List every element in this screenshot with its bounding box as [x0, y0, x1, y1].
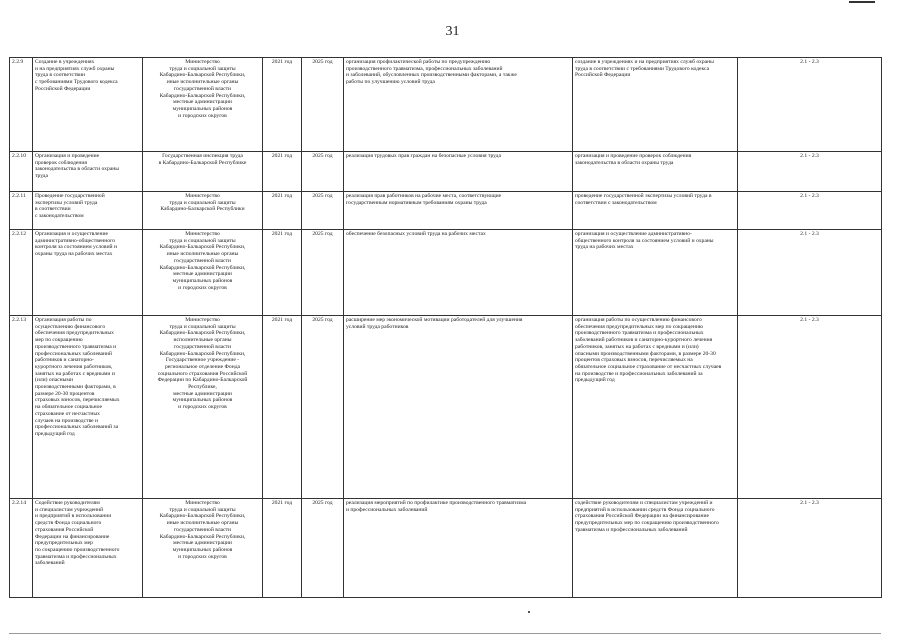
- row-number: 2.2.12: [10, 230, 33, 316]
- start-year: 2021 год: [263, 499, 302, 598]
- indicator-link: 2.1 - 2.3: [738, 230, 882, 316]
- end-year: 2025 год: [302, 192, 344, 230]
- row-number: 2.2.11: [10, 192, 33, 230]
- scan-dot: [528, 611, 530, 613]
- indicator-link: 2.1 - 2.3: [738, 58, 882, 152]
- expected-result: расширение мер экономической мотивации работодателей для улучшения условий труда работников: [344, 316, 573, 499]
- table-row: [10, 230, 882, 316]
- measures-table: [9, 57, 882, 598]
- expected-result: реализация прав работников на рабочие места, соответствующие государственным нормативным требованиям охраны труда: [344, 192, 573, 230]
- measure-content: проведение государственной экспертизы условий труда в соответствии с законодательством: [573, 192, 738, 230]
- start-year: 2021 год: [263, 230, 302, 316]
- table-row: [10, 152, 882, 192]
- indicator-link: 2.1 - 2.3: [738, 152, 882, 192]
- row-number: 2.2.9: [10, 58, 33, 152]
- indicator-link: 2.1 - 2.3: [738, 192, 882, 230]
- bottom-rule: [9, 633, 881, 634]
- measure-name: Организация и осуществление административно-общественного контроля за состоянием условий и охраны труда на рабочих местах: [33, 230, 143, 316]
- corner-mark: [849, 1, 875, 3]
- end-year: 2025 год: [302, 316, 344, 499]
- executor: Министерство труда и социальной защиты Кабардино-Балкарской Республики, исполнительные органы государственной власти Кабардино-Балкарской Республики, Государственное учреждение - региональное отделение Фонда социального страхования Российской Федерации по Кабардино-Балкарской Республике, местные администрации муниципальных районов и городских округов: [143, 316, 263, 499]
- indicator-link: 2.1 - 2.3: [738, 499, 882, 598]
- measure-content: организация и проведение проверок соблюдения законодательства в области охраны труда: [573, 152, 738, 192]
- executor: Министерство труда и социальной защиты Кабардино-Балкарской Республики: [143, 192, 263, 230]
- measure-content: организация работы по осуществлению финансового обеспечения предупредительных мер по сокращению производственного травматизма и профессиональных заболеваний работников и санаторно-курортного лечения работников, занятых на работах с вредными и (или) опасными производственными факторами, в размере 20-30 процентов страховых взносов, перечисляемых на обязательное социальное страхование от несчастных случаев на производстве и профессиональных заболеваний за предыдущий год: [573, 316, 738, 499]
- start-year: 2021 год: [263, 316, 302, 499]
- measure-name: Организация работы по осуществлению финансового обеспечения предупредительных мер по сокращению производственного травматизма и профессиональных заболеваний работников и санаторно- курортного лечения работников, занятых на работах с вредными и (или) опасными производственными факторами, в размере 20-30 процентов страховых взносов, перечисляемых на обязательное социальное страхование от несчастных случаев на производстве и профессиональных заболеваний за предыдущий год: [33, 316, 143, 499]
- executor: Министерство труда и социальной защиты Кабардино-Балкарской Республики, иные исполнительные органы государственной власти Кабардино-Балкарской Республики, местные администрации муниципальных районов и городских округов: [143, 58, 263, 152]
- executor: Министерство труда и социальной защиты Кабардино-Балкарской Республики, иные исполнительные органы государственной власти Кабардино-Балкарской Республики, местные администрации муниципальных районов и городских округов: [143, 499, 263, 598]
- row-number: 2.2.13: [10, 316, 33, 499]
- measure-content: создание в учреждениях и на предприятиях служб охраны труда в соответствии с требованиями Трудового кодекса Российской Федерации: [573, 58, 738, 152]
- measure-content: содействие руководителям и специалистам учреждений и предприятий в использовании средств Фонда социального страхования Российской Федерации на финансирование предупредительных мер по сокращению производственного травматизма и профессиональных заболеваний: [573, 499, 738, 598]
- expected-result: организация профилактической работы по предупреждению производственного травматизма, профессиональных заболеваний и заболеваний, обусловленных производственными факторами, а также работы по улучшению условий труда: [344, 58, 573, 152]
- expected-result: реализация мероприятий по профилактике производственного травматизма и профессиональных заболеваний: [344, 499, 573, 598]
- table-row: [10, 499, 882, 598]
- page-number: 31: [445, 24, 460, 39]
- end-year: 2025 год: [302, 499, 344, 598]
- start-year: 2021 год: [263, 192, 302, 230]
- end-year: 2025 год: [302, 58, 344, 152]
- table-row: [10, 192, 882, 230]
- executor: Государственная инспекция труда в Кабардино-Балкарской Республике: [143, 152, 263, 192]
- measure-content: организация и осуществление административно- общественного контроля за состоянием условий и охраны труда на рабочих местах: [573, 230, 738, 316]
- table-row: [10, 58, 882, 152]
- expected-result: реализация трудовых прав граждан на безопасные условия труда: [344, 152, 573, 192]
- measure-name: Содействие руководителям и специалистам учреждений и предприятий в использовании средств Фонда социального страхования Российской Федерации на финансирование предупредительных мер по сокращению производственного травматизма и профессиональных заболеваний: [33, 499, 143, 598]
- start-year: 2021 год: [263, 58, 302, 152]
- row-number: 2.2.10: [10, 152, 33, 192]
- table-row: [10, 316, 882, 499]
- measure-name: Организация и проведение проверок соблюдения законодательства в области охраны труда: [33, 152, 143, 192]
- end-year: 2025 год: [302, 230, 344, 316]
- executor: Министерство труда и социальной защиты Кабардино-Балкарской Республики, иные исполнительные органы государственной власти Кабардино-Балкарской Республики, местные администрации муниципальных районов и городских округов: [143, 230, 263, 316]
- start-year: 2021 год: [263, 152, 302, 192]
- row-number: 2.2.14: [10, 499, 33, 598]
- indicator-link: 2.1 - 2.3: [738, 316, 882, 499]
- end-year: 2025 год: [302, 152, 344, 192]
- measure-name: Создание в учреждениях и на предприятиях служб охраны труда в соответствии с требованиями Трудового кодекса Российской Федерации: [33, 58, 143, 152]
- table-body: [10, 58, 882, 598]
- measure-name: Проведение государственной экспертизы условий труда в соответствии с законодательством: [33, 192, 143, 230]
- expected-result: обеспечение безопасных условий труда на рабочих местах: [344, 230, 573, 316]
